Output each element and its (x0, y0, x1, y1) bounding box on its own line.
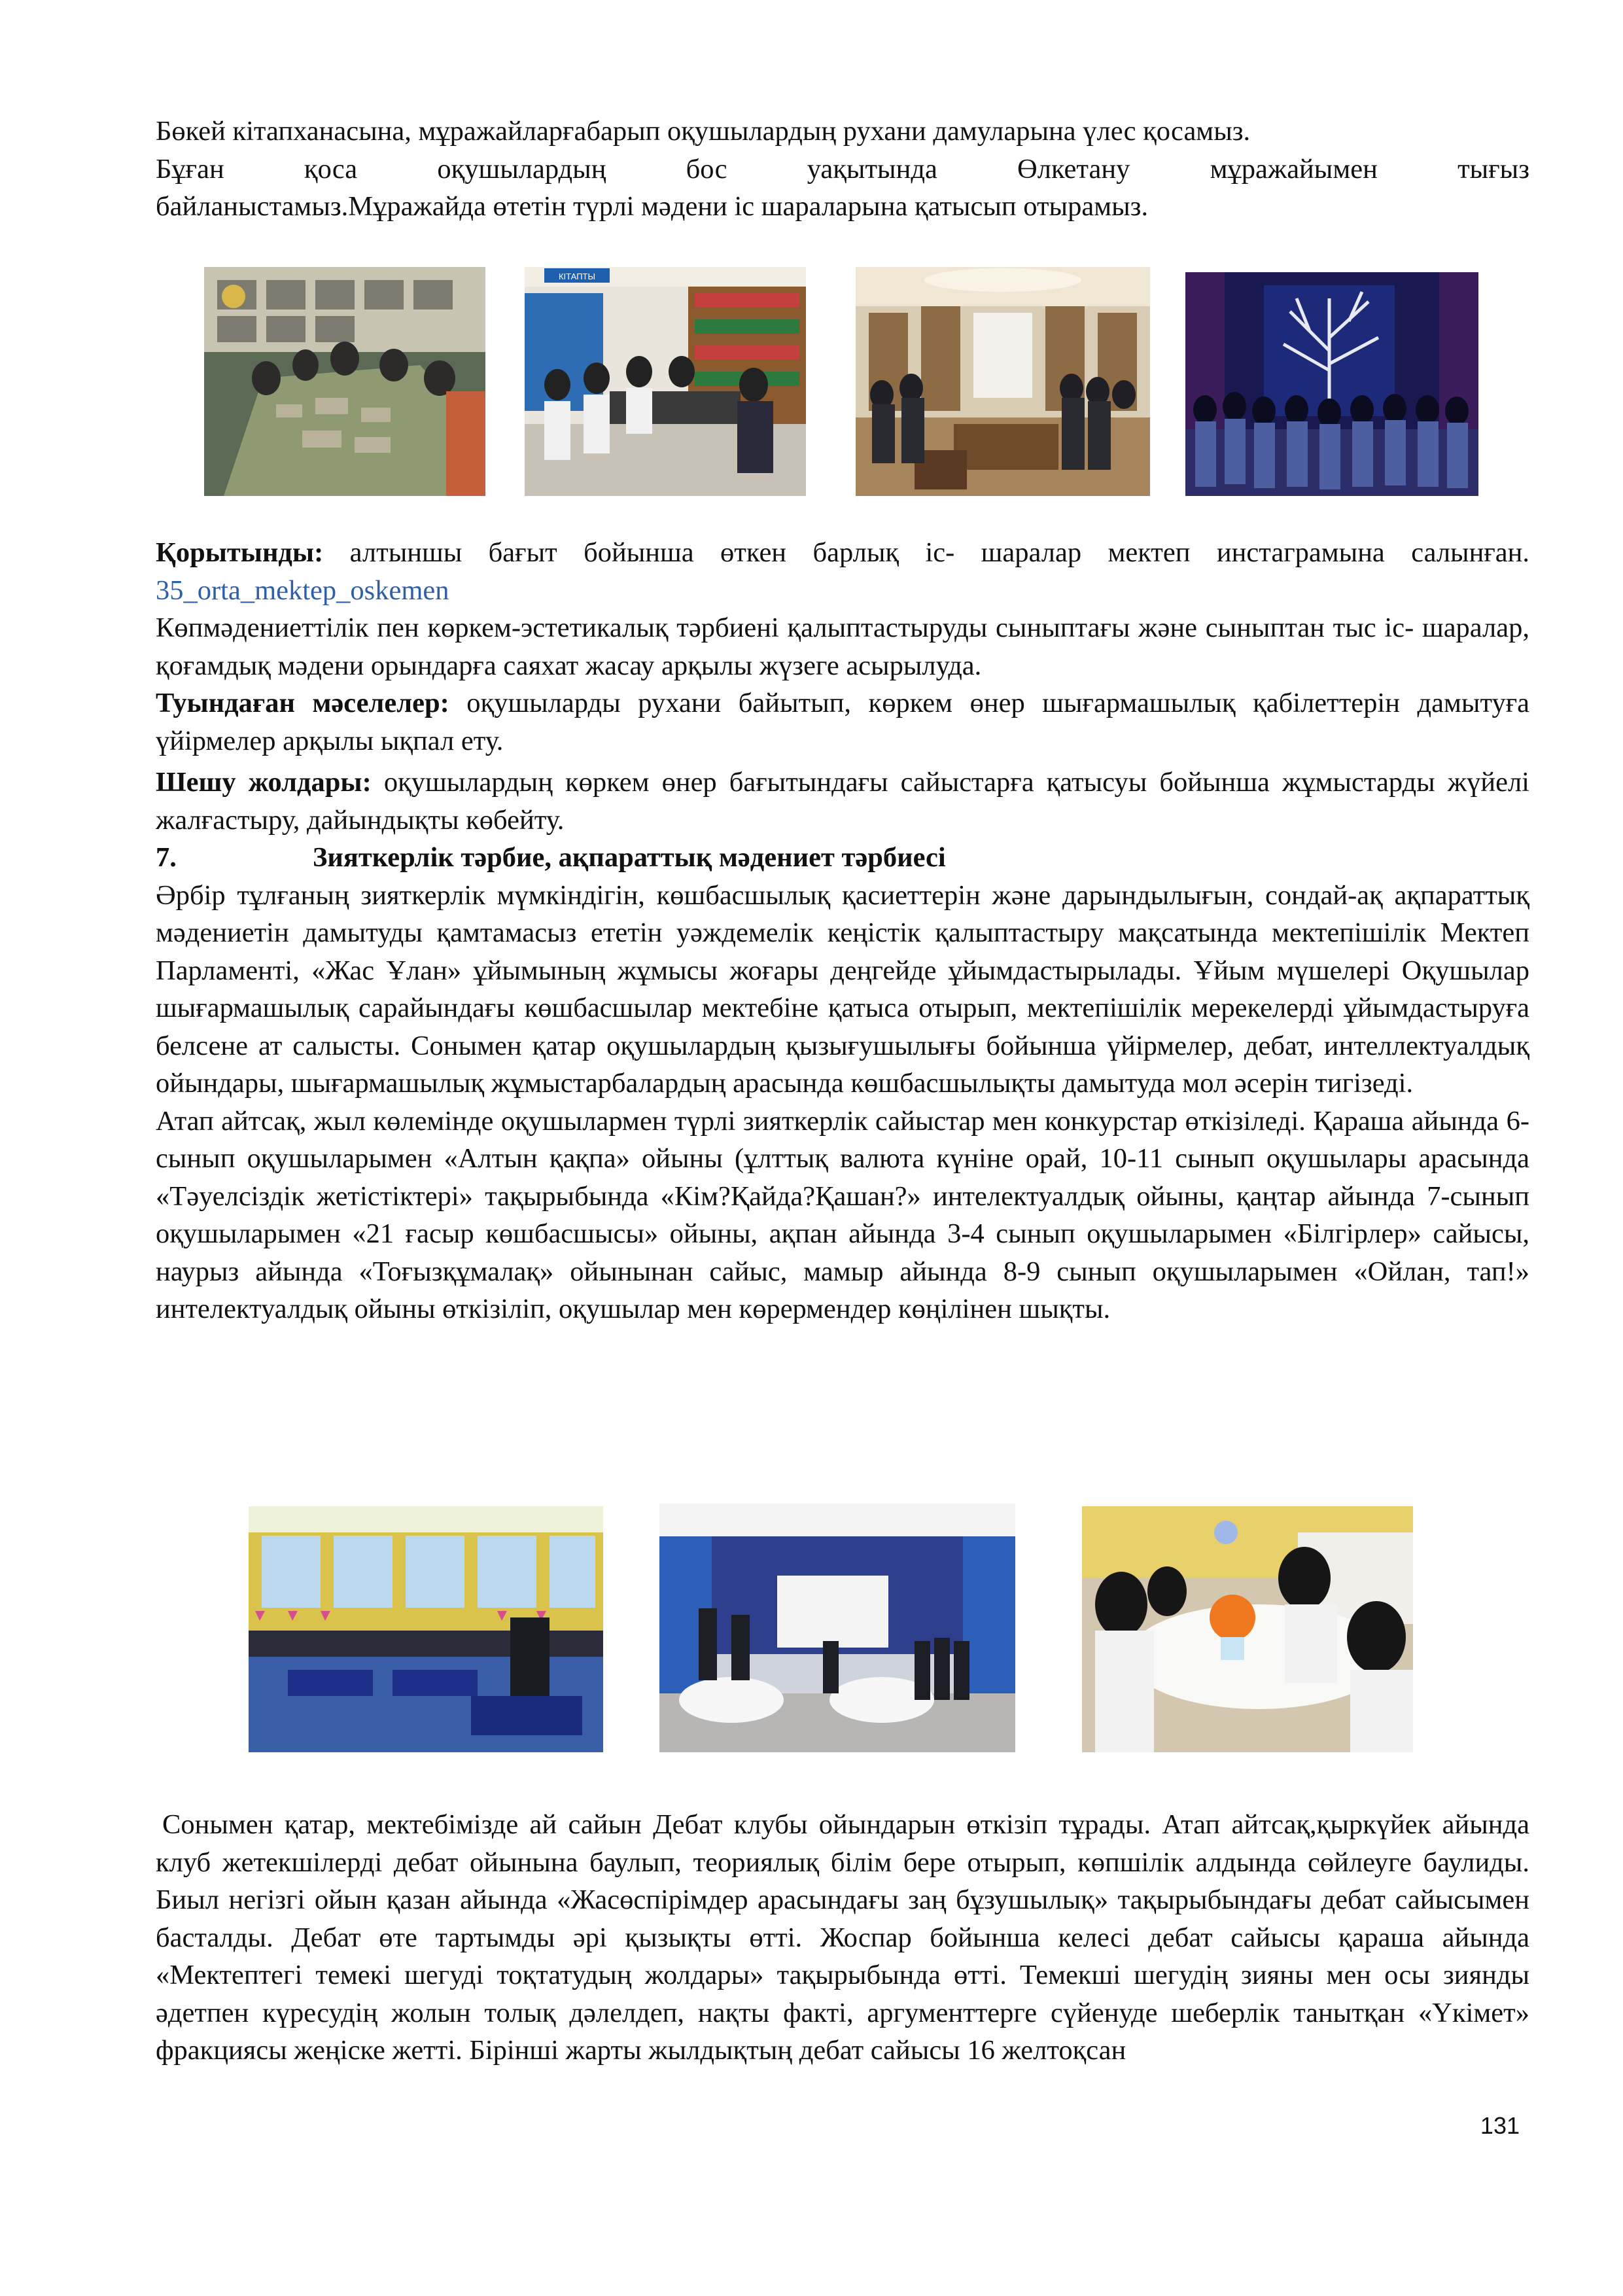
problems-label: Туындаған мәселелер: (156, 688, 449, 718)
intro-line-2: Бұған қоса оқушылардың бос уақытында Өлкетану мұражайымен тығыз (156, 153, 1529, 185)
intro-line-1: Бөкей кітапханасына, мұражайларғабарып оқушылардың рухани дамуларына үлес қосамыз. (156, 116, 1251, 147)
multicultural-paragraph: Көпмәдениеттілік пен көркем-эстетикалық тәрбиені қалыптастыруды сыныптағы және сыныптан тыс іс- шаралар, қоғамдық мәдени орындарға саяхат жасау арқылы жүзеге асырылуда. (156, 612, 1529, 681)
photo-icon (659, 1504, 1015, 1752)
library-meeting-photo (525, 267, 806, 496)
library-sign: КІТАПТЫ (558, 272, 596, 281)
conclusion-paragraph (156, 534, 1529, 609)
section-7-title: Зияткерлік тәрбие, ақпараттық мәдениет тәрбиесі (313, 842, 946, 873)
section-7-paragraph-1: Әрбір тұлғаның зияткерлік мүмкіндігін, көшбасшылық қасиеттерін және дарындылығын, сондай-ақ ақпараттық мәдениетін дамытуды қамтамасыз ететін уәждемелік кеңістік қалыптастыру мақсатында мектепішілік Мектеп Парламенті, «Жас Ұлан» ұйымының жұмысы жоғары деңгейде ұйымдастырылады. Ұйым мүшелері Оқушылар шығармашылық сарайындағы көшбасшылар мектебіне қатыса отырып, мектепішілік мерекелерді ұйымдастыруға белсене ат салысты. Сонымен қатар оқушылардың қызығушылығы бойынша үйірмелер, дебат, интеллектуалдық ойындары, шығармашылық жұмыстарбалардың арасында көшбасшылықты дамытуда мол әсерін тигізеді. (156, 879, 1529, 1099)
debate-section (156, 1806, 1529, 2070)
instagram-link[interactable]: 35_orta_mektep_oskemen (156, 574, 449, 606)
solutions-label: Шешу жолдары: (156, 767, 372, 798)
museum-model-photo (204, 267, 485, 496)
intro-paragraph (156, 113, 1529, 226)
page-number: 131 (1480, 2112, 1520, 2139)
photo-icon (1082, 1506, 1413, 1752)
sports-hall-event-photo (249, 1506, 603, 1752)
conclusion-text: алтыншы бағыт бойынша өткен барлық іс- шаралар мектеп инстаграмына салынған. (323, 537, 1529, 568)
debate-paragraph: Сонымен қатар, мектебімізде ай сайын Дебат клубы ойындарын өткізіп тұрады. Атап айтсақ,қыркүйек айында клуб жетекшілерді дебат ойынына баулып, теориялық білім бере отырып, көпшілік алдында сөйлеуге баулиды. Биыл негізгі ойын қазан айында «Жасөспірімдер арасындағы заң бұзушылық» тақырыбындағы дебат сайысымен басталды. Дебат өте тартымды әрі қызықты өтті. Жоспар бойынша келесі дебат сайысы қараша айында «Мектептегі темекі шегуді тоқтатудың жолдары» тақырыбында өтті. Темекші шегудің зияны мен осы зиянды әдетпен күресудің жолын толық дәлелдеп, нақты факті, аргументтерге сүйенуде шеберлік танытқан «Үкімет» фракциясы жеңіске жетті. Бірінші жарты жылдықтың дебат сайысы 16 желтоқсан (156, 1809, 1529, 2066)
photo-icon (249, 1506, 603, 1752)
students-table-game-photo (1082, 1506, 1413, 1752)
main-text (156, 534, 1529, 1328)
section-7-paragraph-2: Атап айтсақ, жыл көлемінде оқушылармен түрлі зияткерлік сайыстар мен конкурстар өткізіледі. Қараша айында 6-сынып оқушыларымен «Алтын қақпа» ойыны (ұлттық валюта күніне орай, 10-11 сынып оқушылары арасында «Тәуелсіздік жетістіктері» тақырыбында «Кім?Қайда?Қашан?» интелектуалдық ойыны, қаңтар айында 7-сынып оқушыларымен «21 ғасыр көшбасшысы» ойыны, ақпан айында 3-4 сынып оқушыларымен «Білгірлер» сайысы, наурыз айында «Тоғызқұмалақ» ойынынан сайыс, мамыр айында 8-9 сынып оқушыларымен «Ойлан, тап!» интелектуалдық ойыны өткізіліп, оқушылар мен көрермендер көңілінен шықты. (156, 1105, 1529, 1324)
photo-icon (1185, 272, 1478, 496)
solutions-text: оқушылардың көркем өнер бағытындағы сайыстарға қатысуы бойынша жұмыстарды жүйелі жалғастыру, дайындықты көбейту. (156, 767, 1529, 836)
stage-group-photo (1185, 272, 1478, 496)
section-7-number: 7. (156, 842, 177, 873)
conclusion-label: Қорытынды: (156, 537, 324, 568)
assembly-hall-photo (659, 1504, 1015, 1752)
problems-text: оқушыларды рухани байытып, көркем өнер шығармашылық қабілеттерін дамытуға үйірмелер арқылы ықпал ету. (156, 688, 1529, 756)
photo-icon (856, 267, 1150, 496)
photo-icon (204, 267, 485, 496)
intro-line-3: байланыстамыз.Мұражайда өтетін түрлі мәдени іс шараларына қатысып отырамыз. (156, 191, 1149, 222)
section-7-heading (156, 839, 1529, 877)
museum-hall-photo (856, 267, 1150, 496)
solutions-paragraph (156, 764, 1529, 839)
photo-icon (525, 267, 806, 496)
problems-paragraph (156, 684, 1529, 760)
